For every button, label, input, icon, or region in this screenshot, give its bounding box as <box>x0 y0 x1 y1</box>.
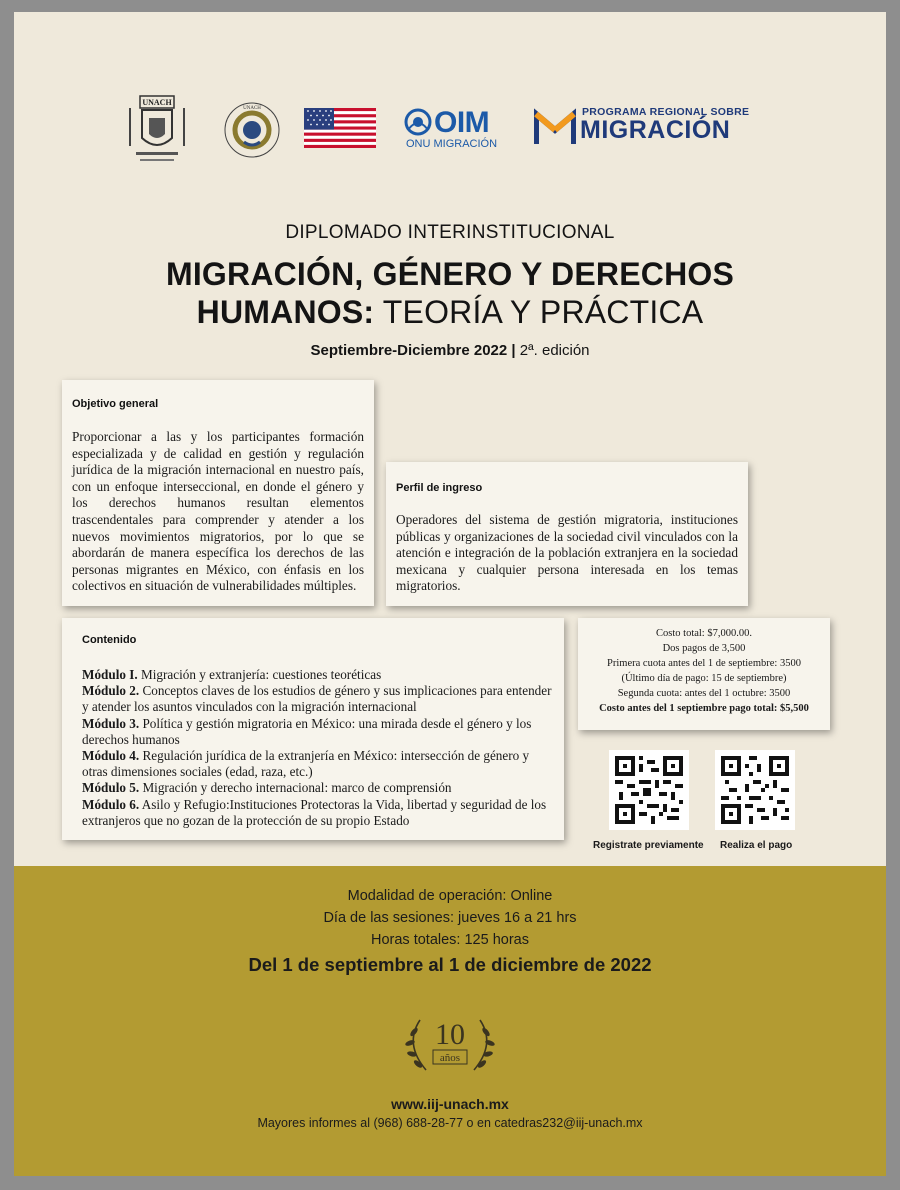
module-text: Regulación jurídica de la extranjería en México: intersección de género y otras dimensiones sociales (edad, raza, etc.) <box>82 748 530 780</box>
module-item <box>82 667 554 683</box>
title-bold-part: HUMANOS: <box>196 294 375 330</box>
oim-wordmark: OIM <box>434 106 490 139</box>
module-text: Conceptos claves de los estudios de género y sus implicaciones para entender y atender los asuntos vinculados con la migración internacional <box>82 683 552 715</box>
oim-logo <box>404 108 514 152</box>
edition-text: 2ª. edición <box>515 342 590 359</box>
prm-emblem-icon <box>534 108 576 146</box>
oim-subtitle: ONU MIGRACIÓN <box>406 138 498 150</box>
module-text: Migración y extranjería: cuestiones teoréticas <box>137 667 382 682</box>
svg-text:UNACH: UNACH <box>142 98 172 107</box>
objective-card <box>62 380 374 606</box>
qr-code-icon <box>721 756 789 824</box>
objective-title: Objetivo general <box>72 398 159 410</box>
profile-title: Perfil de ingreso <box>396 482 483 494</box>
usa-flag-logo <box>304 108 376 148</box>
module-label: Módulo I. <box>82 667 138 682</box>
sessions-text: Día de las sesiones: jueves 16 a 21 hrs <box>323 910 577 926</box>
module-item <box>82 797 554 829</box>
anniversary-number: 10 <box>435 1018 465 1051</box>
program-title-line2 <box>14 294 886 331</box>
module-text: Migración y derecho internacional: marco de comprensión <box>139 780 452 796</box>
profile-card <box>386 462 748 606</box>
module-list <box>82 667 554 829</box>
cost-early-payment: Costo antes del 1 septiembre pago total: $5,500 <box>599 703 809 714</box>
module-text: Política y gestión migratoria en México: una mirada desde el género y los derechos humanos <box>82 715 532 747</box>
content-title: Contenido <box>82 634 137 646</box>
date-range-text: Del 1 de septiembre al 1 de diciembre de 2022 <box>248 954 652 975</box>
svg-text:UNACH: UNACH <box>243 106 261 111</box>
anniversary-word: años <box>439 1052 461 1064</box>
cost-second-payment: Segunda cuota: antes del 1 octubre: 3500 <box>617 688 791 699</box>
total-hours-text: Horas totales: 125 horas <box>371 932 529 948</box>
registration-qr-label: Registrate previamente <box>593 840 704 851</box>
info-band <box>14 866 886 1176</box>
program-dates <box>14 342 886 359</box>
qr-code-icon <box>615 756 683 824</box>
cost-total: Costo total: $7,000.00. <box>656 628 752 639</box>
payment-qr-code[interactable] <box>715 750 795 830</box>
objective-body: Proporcionar a las y los participantes formación especializada y de calidad en gestión y regulación jurídica de la migración internacional en nuestro país, con un enfoque interseccional, en donde el género y los derechos humanos resultan elementos trascendentales para comprender y atender a los nuevos movimientos migratorios, por lo que se abordarán de manera específica los derechos de las personas migrantes en México, con énfasis en los colectivos en situación de vulnerabilidades múltiples. <box>72 429 364 594</box>
program-title-line1: MIGRACIÓN, GÉNERO Y DERECHOS <box>165 256 735 292</box>
module-item <box>82 780 554 796</box>
registration-qr-code[interactable] <box>609 750 689 830</box>
modality-text: Modalidad de operación: Online <box>347 888 553 904</box>
program-kicker: DIPLOMADO INTERINSTITUCIONAL <box>285 222 615 243</box>
module-label: Módulo 6. <box>82 796 140 812</box>
module-item <box>82 748 554 780</box>
profile-body: Operadores del sistema de gestión migratoria, instituciones públicas y organizaciones de la sociedad civil vinculados con la atención e integración de la población extranjera en la sociedad mexicana y cualquier persona interesada en los temas migratorios. <box>396 512 738 594</box>
prm-logo <box>534 104 764 154</box>
unach-logo <box>122 94 192 174</box>
oim-emblem-icon <box>404 108 432 136</box>
title-regular-part: TEORÍA Y PRÁCTICA <box>374 294 704 330</box>
anniversary-laurel-logo <box>400 1010 500 1080</box>
date-bold-part: Septiembre-Diciembre 2022 | <box>310 342 516 359</box>
module-text: Asilo y Refugio:Instituciones Protectoras la Vida, libertad y seguridad de los extranjeros que no gozan de la protección de su propio Estado <box>82 796 547 828</box>
website-link[interactable]: www.iij-unach.mx <box>391 1096 509 1112</box>
poster <box>14 12 886 1176</box>
prm-small-text: PROGRAMA REGIONAL SOBRE <box>582 106 750 118</box>
cost-card <box>578 618 830 730</box>
module-label: Módulo 5. <box>82 780 140 796</box>
module-item <box>82 683 554 715</box>
module-label: Módulo 4. <box>82 748 140 764</box>
content-card <box>62 618 564 840</box>
module-label: Módulo 3. <box>82 715 140 731</box>
logo-row <box>14 94 886 174</box>
cost-installments: Dos pagos de 3,500 <box>662 643 746 654</box>
module-item <box>82 716 554 748</box>
cost-first-payment: Primera cuota antes del 1 de septiembre: 3500 <box>607 658 801 669</box>
iij-logo <box>222 100 282 160</box>
payment-qr-label: Realiza el pago <box>720 840 793 851</box>
module-label: Módulo 2. <box>82 683 140 699</box>
contact-info: Mayores informes al (968) 688-28-77 o en catedras232@iij-unach.mx <box>257 1116 643 1130</box>
prm-big-text: MIGRACIÓN <box>580 116 731 144</box>
cost-last-day: (Último día de pago: 15 de septiembre) <box>621 673 787 684</box>
